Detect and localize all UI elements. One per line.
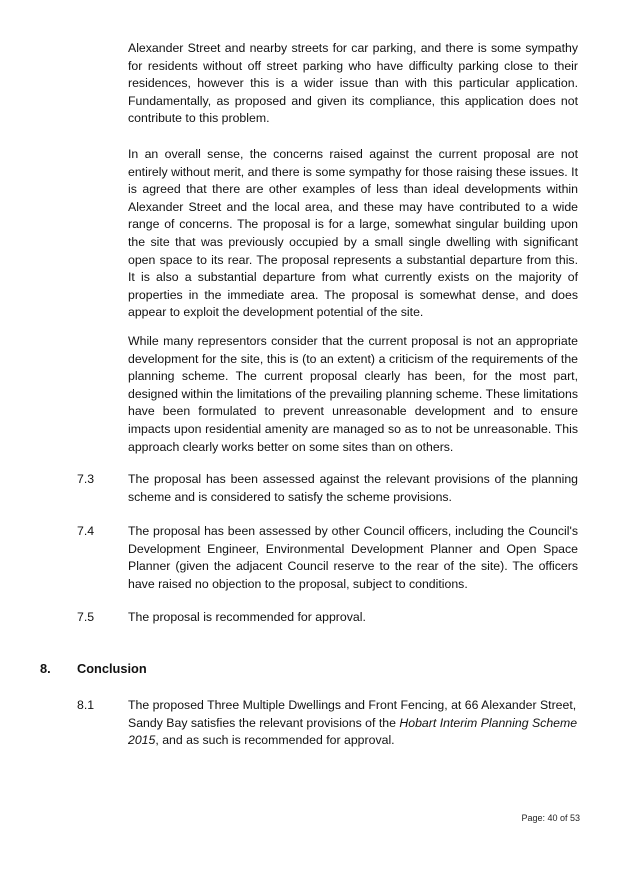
item-number-7-3: 7.3 xyxy=(77,472,95,486)
planning-scheme-title: Hobart Interim Planning Scheme 2015 xyxy=(128,715,578,748)
item-number-8-1: 8.1 xyxy=(77,698,95,712)
item-8-1-text-end: , and as such is recommended for approval. xyxy=(155,733,395,748)
item-8-1-text-start: The proposed Three Multiple Dwellings and Front Fencing, at 66 Alexander Street, Sandy Bay satisfies the relevant provisions of the xyxy=(128,698,577,730)
item-text-8-1 xyxy=(128,697,578,750)
page-number: Page: 40 of 53 xyxy=(521,813,580,823)
item-text-7-3: The proposal has been assessed against the relevant provisions of the planning scheme and is considered to satisfy the scheme provisions. xyxy=(128,472,578,504)
item-number-7-4: 7.4 xyxy=(77,524,95,538)
paragraph-parking: Alexander Street and nearby streets for car parking, and there is some sympathy for residents without off street parking who have difficulty parking close to their residences, however this is a wider issue than with this particular application. Fundamentally, as proposed and given its compliance, this application does not contribute to this problem. xyxy=(128,41,578,126)
paragraph-representors: While many representors consider that the current proposal is not an appropriate development for the site, this is (to an extent) a criticism of the requirements of the planning scheme. The current proposal clearly has been, for the most part, designed within the limitations of the prevailing planning scheme. These limitations have been formulated to prevent unreasonable development and to ensure impacts upon residential amenity are managed so as to not be unreasonable. This approach clearly works better on some sites than on others. xyxy=(128,334,578,454)
section-number-8: 8. xyxy=(40,661,51,676)
item-number-7-5: 7.5 xyxy=(77,610,95,624)
item-text-7-5: The proposal is recommended for approval. xyxy=(128,610,366,624)
item-text-7-4: The proposal has been assessed by other Council officers, including the Council's Development Engineer, Environmental Development Planner and Open Space Planner (given the adjacent Council reserve to the rear of the site). The officers have raised no objection to the proposal, subject to conditions. xyxy=(128,524,578,591)
paragraph-overall-sense: In an overall sense, the concerns raised against the current proposal are not entirely without merit, and there is some sympathy for those raising these issues. It is agreed that there are other examples of less than ideal developments within Alexander Street and the local area, and these may have contributed to a wide range of concerns. The proposal is for a large, somewhat singular building upon the site that was previously occupied by a small single dwelling with significant open space to its rear. The proposal represents a substantial departure from this. It is also a substantial departure from what currently exists on the majority of properties in the immediate area. The proposal is somewhat dense, and does appear to exploit the development potential of the site. xyxy=(128,147,578,320)
section-title-conclusion: Conclusion xyxy=(77,661,147,676)
